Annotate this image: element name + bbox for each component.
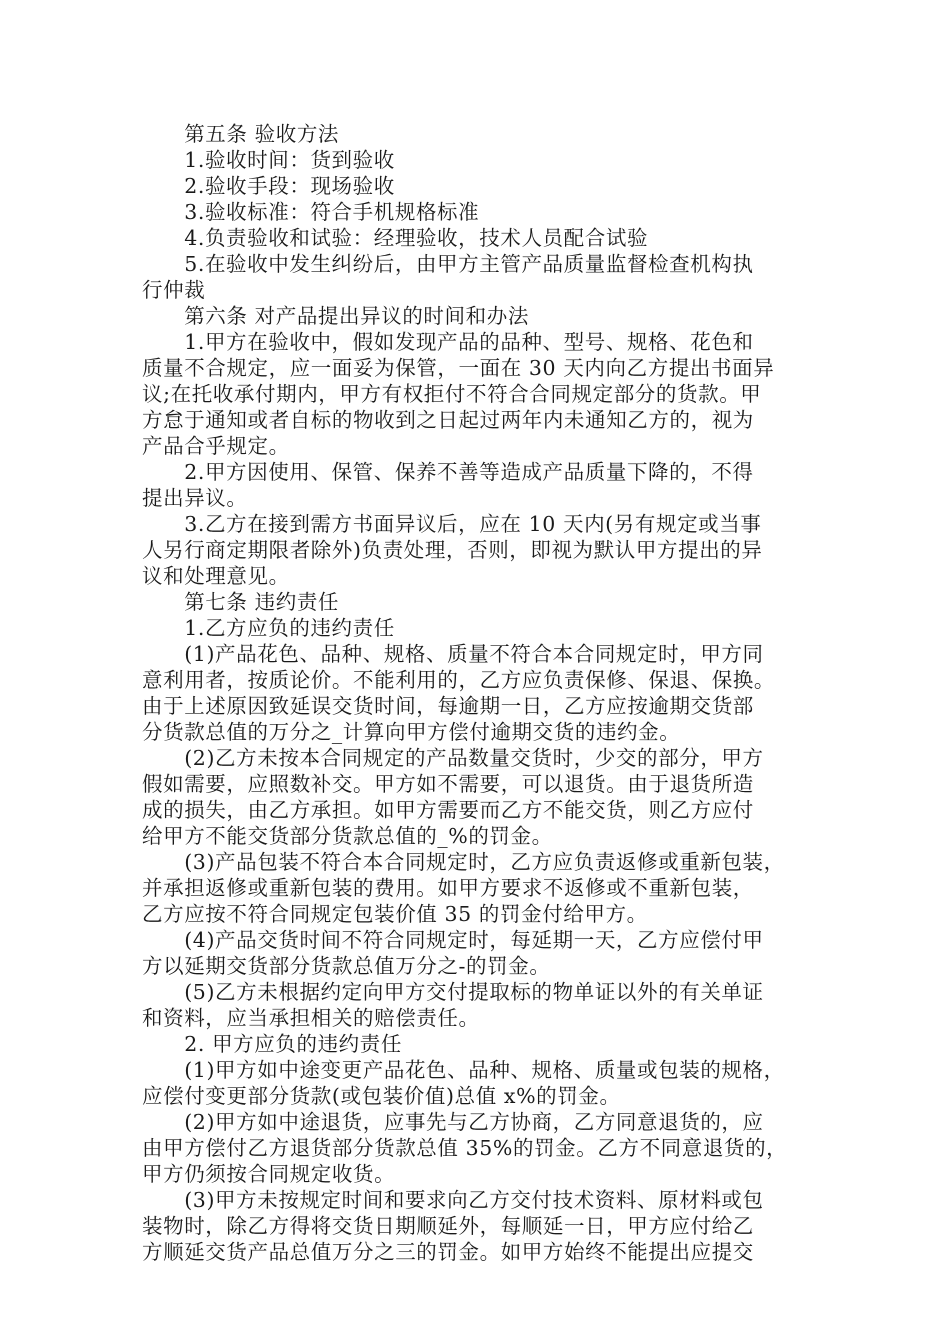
text-line: 1.乙方应负的违约责任 [142,616,395,640]
text-line: (5)乙方未根据约定向甲方交付提取标的物单证以外的有关单证 [142,980,764,1004]
text-line: 行仲裁 [142,278,206,302]
text-line: 给甲方不能交货部分货款总值的_%的罚金。 [142,824,553,848]
text-line: 2.验收手段：现场验收 [142,174,395,198]
text-line: (1)甲方如中途变更产品花色、品种、规格、质量或包装的规格， [142,1058,785,1082]
text-line: 意利用者，按质论价。不能利用的，乙方应负责保修、保退、保换。 [142,668,775,692]
text-line: 提出异议。 [142,486,248,510]
text-line: (4)产品交货时间不符合同规定时，每延期一天，乙方应偿付甲 [142,928,764,952]
text-line: 应偿付变更部分货款(或包装价值)总值 x%的罚金。 [142,1084,621,1108]
text-line: 假如需要，应照数补交。甲方如不需要，可以退货。由于退货所造 [142,772,754,796]
text-line: (2)乙方未按本合同规定的产品数量交货时，少交的部分，甲方 [142,746,764,770]
text-line: 由甲方偿付乙方退货部分货款总值 35%的罚金。乙方不同意退货的， [142,1136,788,1160]
text-line: 装物时，除乙方得将交货日期顺延外，每顺延一日，甲方应付给乙 [142,1214,754,1238]
text-line: 成的损失，由乙方承担。如甲方需要而乙方不能交货，则乙方应付 [142,798,754,822]
text-line: 2. 甲方应负的违约责任 [142,1032,402,1056]
text-line: 方顺延交货产品总值万分之三的罚金。如甲方始终不能提出应提交 [142,1240,754,1264]
text-line: 3.乙方在接到需方书面异议后，应在 10 天内(另有规定或当事 [142,512,762,536]
text-line: (3)甲方未按规定时间和要求向乙方交付技术资料、原材料或包 [142,1188,764,1212]
text-line: 方以延期交货部分货款总值万分之-的罚金。 [142,954,551,978]
document-page [142,121,810,1265]
text-line: 1.验收时间：货到验收 [142,148,395,172]
text-line: 4.负责验收和试验：经理验收，技术人员配合试验 [142,226,649,250]
text-line: 第六条 对产品提出异议的时间和办法 [142,304,529,328]
text-line: 议和处理意见。 [142,564,290,588]
text-line: (3)产品包装不符合本合同规定时，乙方应负责返修或重新包装， [142,850,785,874]
text-line: 并承担返修或重新包装的费用。如甲方要求不返修或不重新包装， [142,876,754,900]
text-line: 质量不合规定，应一面妥为保管，一面在 30 天内向乙方提出书面异 [142,356,775,380]
text-line: 5.在验收中发生纠纷后，由甲方主管产品质量监督检查机构执 [142,252,754,276]
text-line: 由于上述原因致延误交货时间，每逾期一日，乙方应按逾期交货部 [142,694,754,718]
text-line: 2.甲方因使用、保管、保养不善等造成产品质量下降的，不得 [142,460,754,484]
text-line: (2)甲方如中途退货，应事先与乙方协商，乙方同意退货的，应 [142,1110,764,1134]
text-line: (1)产品花色、品种、规格、质量不符合本合同规定时，甲方同 [142,642,764,666]
text-line: 方怠于通知或者自标的物收到之日起过两年内未通知乙方的，视为 [142,408,754,432]
text-line: 分货款总值的万分之_计算向甲方偿付逾期交货的违约金。 [142,720,681,744]
text-line: 产品合乎规定。 [142,434,290,458]
text-line: 人另行商定期限者除外)负责处理，否则，即视为默认甲方提出的异 [142,538,763,562]
text-line: 3.验收标准：符合手机规格标准 [142,200,480,224]
text-line: 甲方仍须按合同规定收货。 [142,1162,396,1186]
text-line: 1.甲方在验收中，假如发现产品的品种、型号、规格、花色和 [142,330,754,354]
text-line: 议;在托收承付期内，甲方有权拒付不符合合同规定部分的货款。甲 [142,382,762,406]
text-line: 第七条 违约责任 [142,590,340,614]
text-line: 第五条 验收方法 [142,122,340,146]
text-line: 和资料，应当承担相关的赔偿责任。 [142,1006,480,1030]
text-line: 乙方应按不符合同规定包装价值 35 的罚金付给甲方。 [142,902,648,926]
